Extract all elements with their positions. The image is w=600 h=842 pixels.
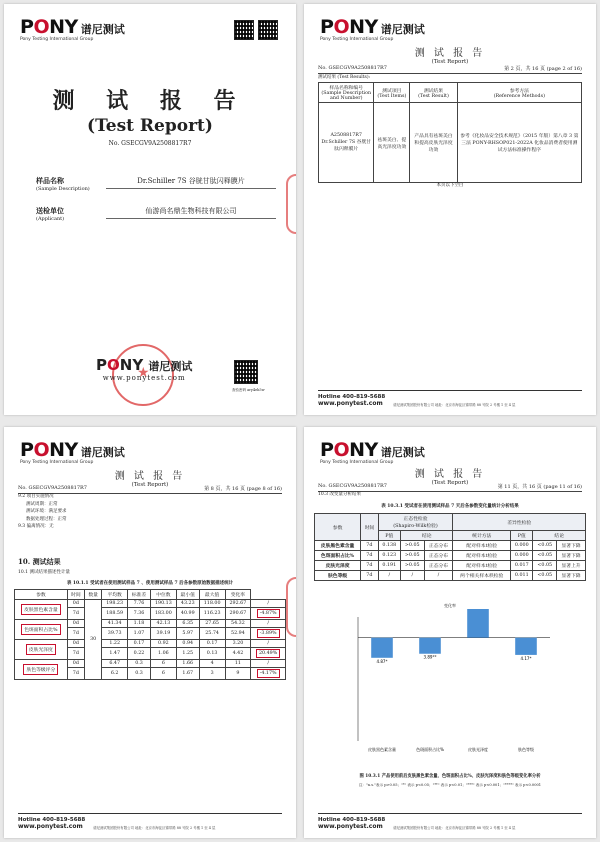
- bar: [467, 609, 489, 638]
- change-rate: 20.49%: [256, 649, 280, 658]
- count-cell: 30: [85, 600, 102, 680]
- table-cell: 肤色等级: [315, 571, 361, 581]
- analysis-table: [314, 513, 586, 581]
- table-cell: 0.92: [151, 640, 177, 648]
- table-row: [315, 561, 586, 571]
- applicant-value: 仙游尚名鼎生物科技有限公司: [106, 206, 276, 219]
- table-row: [15, 600, 286, 608]
- table-cell: /: [424, 571, 453, 581]
- table-cell: 41.34: [102, 620, 128, 628]
- change-rate: -4.87%: [257, 609, 280, 618]
- table-cell: 正态分布: [424, 551, 453, 561]
- bar: [515, 638, 537, 655]
- col-header: 结论: [400, 531, 452, 541]
- table-caption: 表 10.1.1 受试者在使用测试样品 7 、使用测试样品 7 后各参数原始数据描述统计: [66, 581, 234, 586]
- pony-logo: PONY 谱尼测试: [20, 439, 125, 461]
- col-header: 结论: [533, 531, 586, 541]
- table-cell: 显著下降: [557, 551, 586, 561]
- list-item: 数据处理过程：正常: [26, 516, 67, 522]
- hotline: Hotline 400-819-5688: [18, 817, 86, 823]
- footer-site: www.ponytest.com: [318, 400, 383, 407]
- table-cell: 52.94: [225, 628, 251, 640]
- brand-subtitle: Pony Testing International Group: [320, 460, 394, 465]
- table-cell: 正态分布: [424, 541, 453, 551]
- table-cell: 54.32: [225, 620, 251, 628]
- results-label: 测试结果 (Test Results):: [318, 75, 371, 80]
- applicant-field: [36, 206, 276, 222]
- table-cell: 0.191: [378, 561, 400, 571]
- table-cell: 1.07: [128, 628, 151, 640]
- col-header: P值: [511, 531, 533, 541]
- table-cell: 3: [199, 668, 225, 680]
- param-name: [15, 660, 68, 680]
- table-cell: /: [251, 640, 286, 648]
- tick-label: 肤色等级: [518, 747, 534, 752]
- col-header: P值: [378, 531, 400, 541]
- report-no-line: No. GSECGV9A2508817R7 第 8 页，共 16 页 (page 8 of 16): [18, 485, 282, 492]
- table-cell: 290.67: [225, 608, 251, 620]
- table-row: [15, 620, 286, 628]
- table-cell: 25.74: [199, 628, 225, 640]
- table-cell: 3.20: [225, 640, 251, 648]
- table-cell: 皮肤光泽度: [315, 561, 361, 571]
- table-cell: <0.05: [533, 551, 557, 561]
- table-cell: 0.017: [511, 561, 533, 571]
- hotline: Hotline 400-819-5688: [318, 817, 386, 823]
- sample-label-en: (Sample Description): [36, 186, 90, 192]
- footer-address: 谱尼测试集团股份有限公司 地址：北京市海淀区锦带路 88 号院 2 号楼 1 至 4 层: [393, 825, 516, 830]
- list-item: 9.3 偏离情况：无: [18, 524, 54, 529]
- table-cell: 4: [199, 660, 225, 668]
- data-label: 4.87*: [376, 658, 388, 664]
- list-item: 9.2 项目实施情况: [18, 494, 54, 499]
- table-cell: 7d: [361, 551, 378, 561]
- table-cell: 两个相关样本秩检验: [453, 571, 511, 581]
- brand-subtitle: Pony Testing International Group: [20, 460, 94, 465]
- report-title-en: (Test Report): [87, 116, 213, 136]
- table-cell: 参考《化妆品安全技术规范》（2015 年版）第八章 3 第三法 PONY-RHSOP021-2022A 化妆品消费者使用测试方法标准操作程序: [457, 103, 581, 183]
- col-header: 测试项目 (Test Items): [374, 83, 410, 103]
- table-cell: 祛斑美白、提高光泽度功效: [374, 103, 410, 183]
- table-cell: 0.17: [199, 640, 225, 648]
- subsection-title: 10.3 改变量分析结果: [318, 492, 361, 497]
- time-cell: 0d: [67, 640, 84, 648]
- table-cell: 1.47: [102, 648, 128, 660]
- col-header: 正态性检验 (Shapiro-Wilk检验): [378, 514, 453, 531]
- table-cell: 7d: [361, 541, 378, 551]
- table-cell: 43.23: [176, 600, 199, 608]
- col-header: 数量: [85, 590, 102, 600]
- table-cell: 1.25: [176, 648, 199, 660]
- table-cell: 6: [151, 668, 177, 680]
- table-cell: 6.47: [102, 660, 128, 668]
- table-cell: 色斑面积占比%: [315, 551, 361, 561]
- pony-logo: PONY 谱尼测试: [20, 16, 125, 38]
- time-cell: 7d: [67, 668, 84, 680]
- col-header: 统计方法: [453, 531, 511, 541]
- col-header: 最大值: [199, 590, 225, 600]
- report-page-2: [304, 4, 596, 415]
- table-cell: 0.94: [176, 640, 199, 648]
- col-header: 时间: [361, 514, 378, 541]
- param-label: 皮肤光泽度: [26, 644, 56, 655]
- table-cell: 配对样本t检验: [453, 541, 511, 551]
- table-cell: 0.13: [199, 648, 225, 660]
- footer-address: 谱尼测试集团股份有限公司 地址：北京市海淀区锦带路 88 号院 2 号楼 1 至 4 层: [93, 825, 216, 830]
- sample-value: Dr.Schiller 7S 谷胱甘肽闪释膜片: [106, 176, 276, 189]
- table-cell: 7.36: [128, 608, 151, 620]
- table-cell: 116.23: [199, 608, 225, 620]
- col-header: 平均数: [102, 590, 128, 600]
- page-footer: [318, 813, 582, 830]
- bar: [419, 638, 441, 654]
- col-header: 变化率: [225, 590, 251, 600]
- table-cell: 7d: [361, 561, 378, 571]
- table-cell: 5.97: [176, 628, 199, 640]
- change-rate: -4.17%: [257, 669, 280, 678]
- page-header: 测 试 报 告 (Test Report): [114, 471, 186, 488]
- table-cell: 0.17: [128, 640, 151, 648]
- hotline: Hotline 400-819-5688: [318, 394, 386, 400]
- table-cell: 显著上升: [557, 561, 586, 571]
- table-cell: >0.05: [400, 541, 424, 551]
- table-cell: 0.000: [511, 551, 533, 561]
- table-cell: 0.011: [511, 571, 533, 581]
- table-cell: <0.05: [533, 571, 557, 581]
- cover-website: www.ponytest.com: [102, 374, 186, 382]
- table-cell: 显著下降: [557, 541, 586, 551]
- seam-stamp: [286, 577, 296, 637]
- brand-subtitle: Pony Testing International Group: [20, 37, 94, 42]
- table-row: [15, 660, 286, 668]
- table-cell: 4.42: [225, 648, 251, 660]
- table-cell: 产品具有祛斑美白和提高皮肤光泽度功效: [410, 103, 457, 183]
- table-cell: 皮肤黑色素含量: [315, 541, 361, 551]
- table-row: [315, 551, 586, 561]
- table-row: [315, 571, 586, 581]
- verify-qr-icon: [234, 360, 258, 384]
- table-cell: 292.67: [225, 600, 251, 608]
- col-header: 差异性检验: [453, 514, 586, 531]
- pony-logo: PONY 谱尼测试: [320, 439, 425, 461]
- col-header: 样品名称和编号 (Sample Description and Number): [319, 83, 374, 103]
- table-cell: 190.13: [151, 600, 177, 608]
- figure-note: 注："n.s."表示 p>0.05；"*" 表示 p<0.05；"**" 表示 p<0.01；"***" 表示 p<0.001；"****" 表示 p<0.0001: [358, 783, 542, 787]
- col-header: 最小值: [176, 590, 199, 600]
- table-cell: 6.2: [102, 668, 128, 680]
- data-label: 3.89**: [423, 654, 437, 660]
- table-cell: 0.3: [128, 668, 151, 680]
- tick-label: 色斑面积占比%: [416, 747, 444, 752]
- qr-caption: 查验密码 ary4eh5w: [232, 388, 265, 392]
- seam-stamp: [286, 174, 296, 234]
- table-cell: 1.06: [151, 648, 177, 660]
- table-cell: >0.05: [400, 561, 424, 571]
- change-rate: -3.89%: [257, 629, 280, 638]
- col-header: 时间: [67, 590, 84, 600]
- time-cell: 0d: [67, 660, 84, 668]
- qr-code-icon: [258, 20, 278, 40]
- report-cover-page: [4, 4, 296, 415]
- table-cell: 1.67: [176, 668, 199, 680]
- table-cell: 0.000: [511, 541, 533, 551]
- table-cell: 0.3: [128, 660, 151, 668]
- col-header: 参考方法 (Reference Methods): [457, 83, 581, 103]
- table-cell: [251, 628, 286, 640]
- table-cell: 42.13: [151, 620, 177, 628]
- applicant-label-en: (Applicant): [36, 216, 65, 222]
- table-cell: 39.73: [102, 628, 128, 640]
- table-cell: 正态分布: [424, 561, 453, 571]
- time-cell: 7d: [67, 608, 84, 620]
- tick-label: 皮肤黑色素含量: [368, 747, 396, 752]
- table-cell: 配对样本t检验: [453, 551, 511, 561]
- table-cell: 显著下降: [557, 571, 586, 581]
- list-item: 测试环境：满足要求: [26, 509, 67, 514]
- col-header: 标准差: [128, 590, 151, 600]
- table-cell: [251, 668, 286, 680]
- col-header: 测试结果 (Test Result): [410, 83, 457, 103]
- table-cell: 1.66: [176, 660, 199, 668]
- page-footer: [18, 813, 282, 830]
- param-name: [15, 620, 68, 640]
- change-rate-chart: [344, 609, 556, 767]
- report-title-cn: 测 试 报 告: [52, 88, 248, 114]
- table-cell: /: [400, 571, 424, 581]
- col-header: 参数: [315, 514, 361, 541]
- table-caption: 表 10.3.1 受试者在使用测试样品 7 天后各参数变化量统计分析结果: [381, 504, 519, 509]
- time-cell: 7d: [67, 648, 84, 660]
- table-cell: /: [251, 620, 286, 628]
- page-header: 测 试 报 告 (Test Report): [414, 48, 486, 65]
- blank-note: 本页以下空白: [436, 183, 464, 188]
- table-cell: [251, 608, 286, 620]
- table-cell: 6: [151, 660, 177, 668]
- implementation-list: [18, 493, 67, 531]
- pony-logo: PONY 谱尼测试: [320, 16, 425, 38]
- section-title: 10. 测试结果: [18, 557, 61, 566]
- table-cell: 11: [225, 660, 251, 668]
- table-cell: 0.138: [378, 541, 400, 551]
- table-cell: 0.22: [128, 648, 151, 660]
- time-cell: 0d: [67, 600, 84, 608]
- param-label: 色斑面积占比%: [21, 624, 60, 635]
- stats-table: [14, 589, 286, 680]
- table-cell: A2508817R7 Dr.Schiller 7S 谷胱甘肽闪释膜片: [319, 103, 374, 183]
- table-cell: 7d: [361, 571, 378, 581]
- report-page-8: [4, 427, 296, 838]
- param-name: [15, 640, 68, 660]
- footer-address: 谱尼测试集团股份有限公司 地址：北京市海淀区锦带路 88 号院 2 号楼 1 至 4 层: [393, 402, 516, 407]
- table-cell: 40.99: [176, 608, 199, 620]
- param-label: 肤色等级评分: [23, 664, 58, 675]
- time-cell: 0d: [67, 620, 84, 628]
- table-cell: <0.05: [533, 541, 557, 551]
- table-cell: 7.76: [128, 600, 151, 608]
- table-cell: <0.05: [533, 561, 557, 571]
- table-cell: 6.35: [176, 620, 199, 628]
- table-cell: 188.59: [102, 608, 128, 620]
- table-cell: [251, 648, 286, 660]
- col-header: 中位数: [151, 590, 177, 600]
- page-header: 测 试 报 告 (Test Report): [414, 469, 486, 486]
- table-cell: 1.18: [128, 620, 151, 628]
- table-row: [315, 541, 586, 551]
- report-no-line: No. GSECGV9A2508817R7 第 11 页，共 16 页 (page 11 of 16): [318, 483, 582, 490]
- list-item: 测试周期：正常: [26, 501, 58, 507]
- table-cell: 183.00: [151, 608, 177, 620]
- table-cell: 0.123: [378, 551, 400, 561]
- table-row: [15, 640, 286, 648]
- table-cell: 配对样本t检验: [453, 561, 511, 571]
- chart-title: 变化率: [444, 603, 456, 608]
- col-header: 参数: [15, 590, 68, 600]
- data-label: 4.17*: [520, 655, 532, 661]
- footer-site: www.ponytest.com: [318, 823, 383, 830]
- table-cell: 9: [225, 668, 251, 680]
- footer-logo: PONY 谱尼测试 www.ponytest.com: [96, 356, 193, 382]
- table-cell: /: [378, 571, 400, 581]
- table-cell: 39.19: [151, 628, 177, 640]
- table-cell: /: [251, 600, 286, 608]
- time-cell: 7d: [67, 628, 84, 640]
- report-no-line: No. GSECGV9A2508817R7 第 2 页，共 16 页 (page 2 of 16): [318, 65, 582, 72]
- table-cell: >0.05: [400, 551, 424, 561]
- report-number: No. GSECGV9A2508817R7: [108, 140, 192, 147]
- table-cell: 198.23: [102, 600, 128, 608]
- qr-code-icon: [234, 20, 254, 40]
- table-cell: 118.00: [199, 600, 225, 608]
- results-table: [318, 82, 582, 183]
- bar: [371, 638, 393, 658]
- subsection-title: 10.1 测试结果描述性计量: [18, 570, 70, 575]
- table-cell: 27.65: [199, 620, 225, 628]
- param-name: [15, 600, 68, 620]
- page-footer: [318, 390, 582, 407]
- sample-field: [36, 176, 276, 192]
- brand-cn: 谱尼测试: [80, 23, 125, 36]
- figure-caption: 图 10.3.1 产品使用前后皮肤黑色素含量、色斑面积占比%、皮肤光泽度和肤色等级变化率分析: [359, 774, 541, 779]
- tick-label: 皮肤光泽度: [468, 747, 488, 752]
- brand-subtitle: Pony Testing International Group: [320, 37, 394, 42]
- table-cell: 1.22: [102, 640, 128, 648]
- footer-site: www.ponytest.com: [18, 823, 83, 830]
- report-page-11: [304, 427, 596, 838]
- table-cell: /: [251, 660, 286, 668]
- param-label: 皮肤黑色素含量: [21, 604, 61, 615]
- sample-label: 样品名称: [36, 176, 64, 185]
- applicant-label: 送检单位: [36, 206, 64, 215]
